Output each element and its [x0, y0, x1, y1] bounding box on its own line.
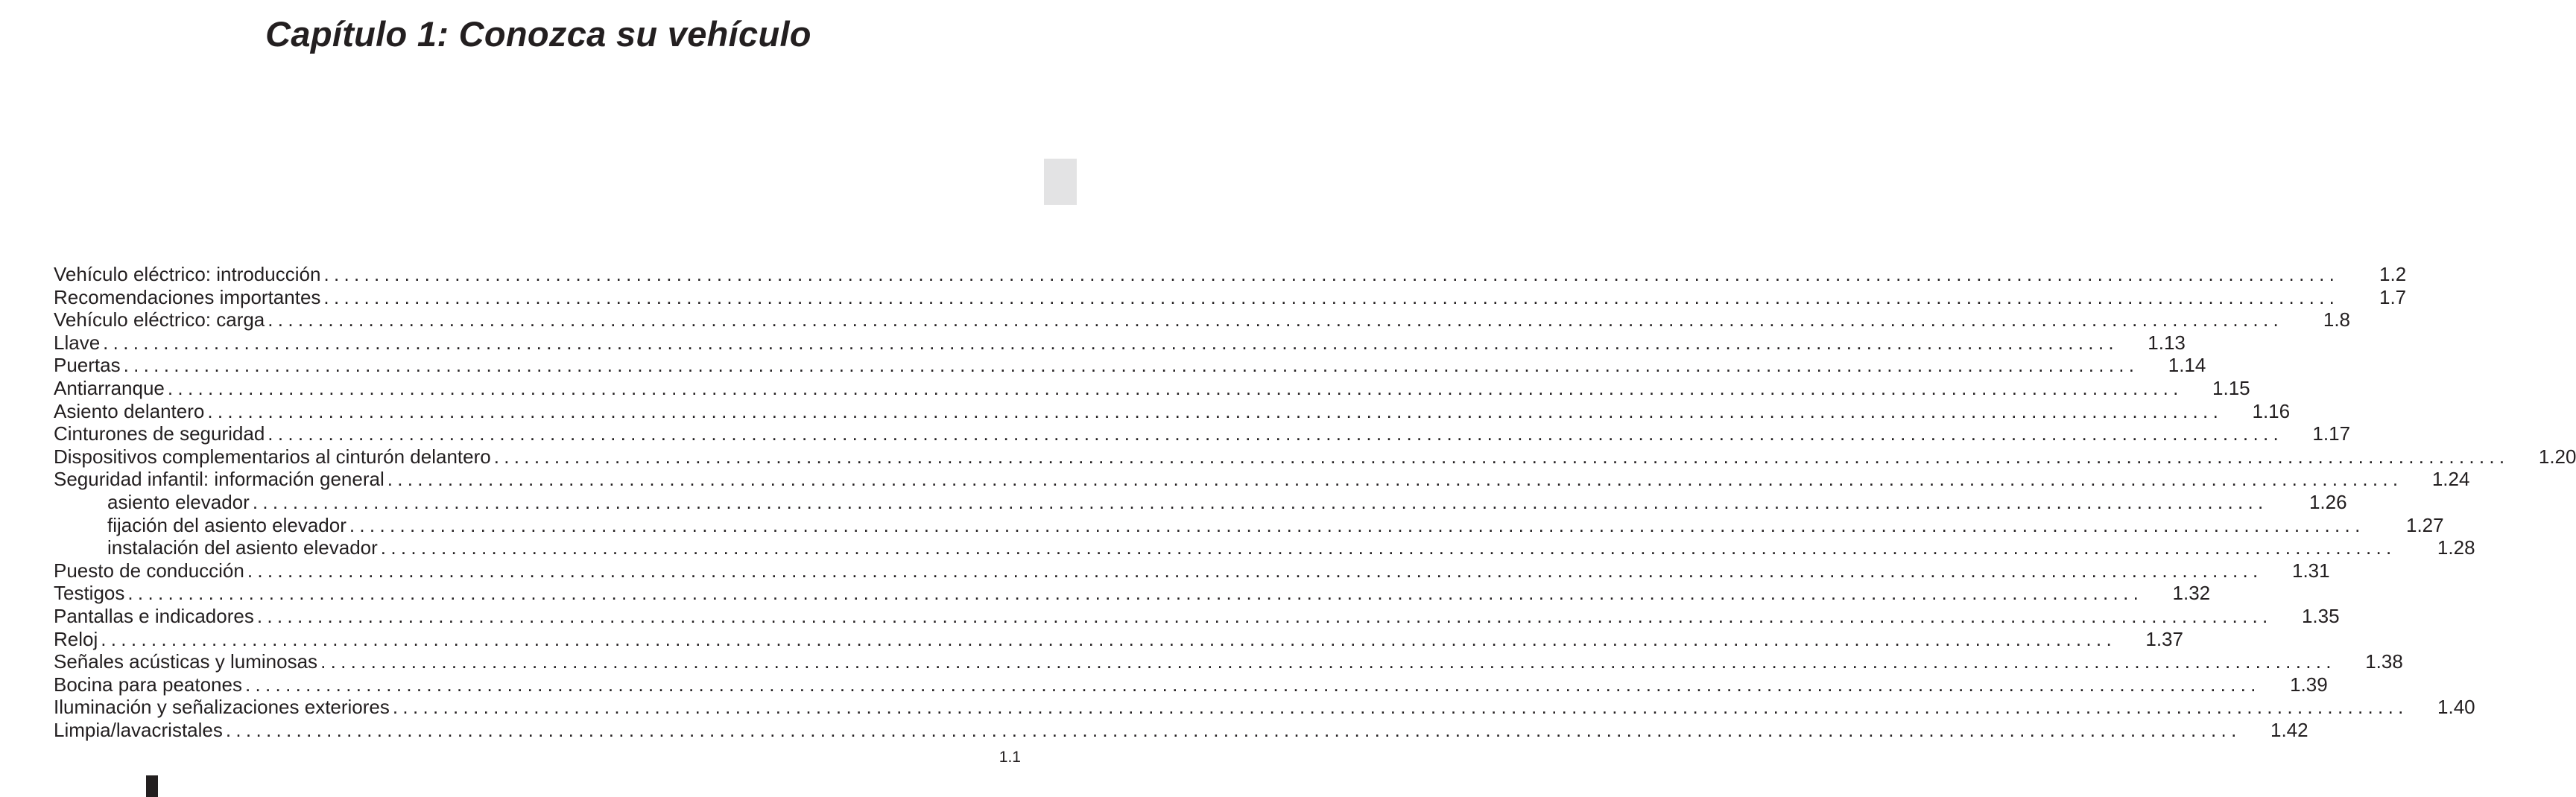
- toc-dot-leader: ........................................................................................................................................................................................................: [252, 490, 2268, 513]
- toc-dot-leader: ........................................................................................................................................................................................................: [387, 468, 2403, 491]
- toc-entry[interactable]: [54, 445, 2576, 469]
- toc-entry-page: 1.2: [2379, 263, 2407, 285]
- toc-entry-label: fijación del asiento elevador: [54, 514, 349, 537]
- toc-dot-leader: ........................................................................................................................................................................................................: [349, 513, 2365, 536]
- toc-subentry[interactable]: [54, 536, 2475, 559]
- toc-entry[interactable]: [54, 354, 2206, 377]
- toc-entry-label: Recomendaciones importantes: [54, 286, 323, 309]
- toc-dot-leader: ........................................................................................................................................................................................................: [320, 650, 2336, 673]
- toc-entry-page: 1.42: [2270, 718, 2308, 741]
- toc-dot-leader: ........................................................................................................................................................................................................: [127, 582, 2144, 605]
- toc-dot-leader: ........................................................................................................................................................................................................: [323, 263, 2340, 285]
- toc-dot-leader: ........................................................................................................................................................................................................: [167, 376, 2183, 399]
- toc-entry[interactable]: [54, 468, 2470, 491]
- print-registration-mark: [146, 775, 158, 797]
- toc-subentry[interactable]: [54, 513, 2444, 537]
- toc-entry-label: instalación del asiento elevador: [54, 536, 381, 559]
- toc-dot-leader: ........................................................................................................................................................................................................: [380, 536, 2396, 559]
- toc-entry-label: Vehículo eléctrico: carga: [54, 308, 268, 331]
- toc-entry-page: 1.31: [2291, 559, 2330, 582]
- toc-dot-leader: ........................................................................................................................................................................................................: [101, 627, 2116, 650]
- toc-entry-page: 1.27: [2406, 513, 2444, 536]
- toc-entry-label: asiento elevador: [54, 491, 253, 514]
- chapter-title: Capítulo 1: Conozca su vehículo: [265, 14, 811, 54]
- toc-entry[interactable]: [54, 422, 2351, 445]
- toc-dot-leader: ........................................................................................................................................................................................................: [268, 422, 2284, 445]
- toc-entry-label: Bocina para peatones: [54, 673, 245, 696]
- toc-entry-label: Reloj: [54, 628, 101, 651]
- toc-entry[interactable]: [54, 627, 2183, 651]
- toc-entry-label: Puertas: [54, 354, 124, 377]
- toc-entry-label: Testigos: [54, 582, 127, 605]
- toc-entry-label: Asiento delantero: [54, 400, 207, 423]
- toc-entry-page: 1.35: [2301, 604, 2340, 627]
- toc-dot-leader: ........................................................................................................................................................................................................: [123, 354, 2139, 377]
- toc-dot-leader: ........................................................................................................................................................................................................: [247, 559, 2263, 582]
- toc-entry-page: 1.14: [2168, 354, 2206, 377]
- toc-dot-leader: ........................................................................................................................................................................................................: [244, 673, 2261, 696]
- toc-entry[interactable]: [54, 718, 2308, 742]
- toc-entry[interactable]: [54, 582, 2211, 605]
- toc-entry[interactable]: [54, 604, 2340, 628]
- toc-dot-leader: ........................................................................................................................................................................................................: [268, 308, 2284, 331]
- toc-entry[interactable]: [54, 263, 2407, 286]
- toc-entry[interactable]: [54, 285, 2407, 309]
- toc-dot-leader: ........................................................................................................................................................................................................: [207, 399, 2224, 422]
- toc-entry-page: 1.24: [2431, 468, 2470, 491]
- chapter-thumb-tab: [1044, 159, 1077, 205]
- toc-entry[interactable]: [54, 673, 2328, 696]
- toc-entry-page: 1.37: [2145, 627, 2183, 650]
- toc-entry-label: Cinturones de seguridad: [54, 422, 268, 445]
- toc-entry-page: 1.17: [2312, 422, 2351, 445]
- toc-entry-page: 1.38: [2365, 650, 2403, 673]
- toc-entry-label: Señales acústicas y luminosas: [54, 650, 320, 673]
- toc-dot-leader: ........................................................................................................................................................................................................: [103, 331, 2118, 354]
- toc-entry-page: 1.15: [2212, 376, 2250, 399]
- toc-dot-leader: ........................................................................................................................................................................................................: [256, 604, 2273, 627]
- toc-dot-leader: ........................................................................................................................................................................................................: [225, 718, 2241, 741]
- page-number: 1.1: [999, 749, 1021, 766]
- toc-entry-label: Dispositivos complementarios al cinturón delantero: [54, 445, 494, 469]
- toc-entry[interactable]: [54, 650, 2403, 673]
- toc-entry-label: Vehículo eléctrico: introducción: [54, 263, 323, 286]
- toc-entry-label: Limpia/lavacristales: [54, 719, 226, 742]
- toc-entry-page: 1.40: [2437, 696, 2475, 719]
- toc-entry-page: 1.13: [2148, 331, 2186, 354]
- toc-entry-page: 1.7: [2379, 285, 2407, 308]
- toc-entry[interactable]: [54, 559, 2330, 582]
- toc-entry[interactable]: [54, 331, 2186, 355]
- toc-dot-leader: ........................................................................................................................................................................................................: [493, 445, 2510, 468]
- toc-entry-label: Antiarranque: [54, 377, 168, 400]
- toc-entry-label: Pantallas e indicadores: [54, 605, 257, 628]
- toc-entry[interactable]: [54, 399, 2291, 423]
- toc-entry-page: 1.39: [2290, 673, 2328, 696]
- toc-entry-page: 1.26: [2308, 490, 2347, 513]
- toc-dot-leader: ........................................................................................................................................................................................................: [392, 696, 2408, 719]
- toc-entry[interactable]: [54, 376, 2250, 400]
- toc-entry-label: Llave: [54, 331, 103, 355]
- toc-subentry[interactable]: [54, 490, 2347, 514]
- table-of-contents: [54, 263, 2576, 741]
- toc-entry-page: 1.32: [2172, 582, 2211, 605]
- toc-entry-page: 1.16: [2252, 399, 2291, 422]
- toc-entry-page: 1.20: [2538, 445, 2576, 468]
- toc-entry-label: Iluminación y señalizaciones exteriores: [54, 696, 393, 719]
- toc-entry-page: 1.28: [2437, 536, 2475, 559]
- toc-entry-label: Puesto de conducción: [54, 559, 247, 582]
- toc-entry[interactable]: [54, 696, 2475, 719]
- toc-entry-page: 1.8: [2323, 308, 2351, 331]
- toc-entry[interactable]: [54, 308, 2351, 331]
- toc-entry-label: Seguridad infantil: información general: [54, 468, 387, 491]
- toc-dot-leader: ........................................................................................................................................................................................................: [323, 285, 2340, 308]
